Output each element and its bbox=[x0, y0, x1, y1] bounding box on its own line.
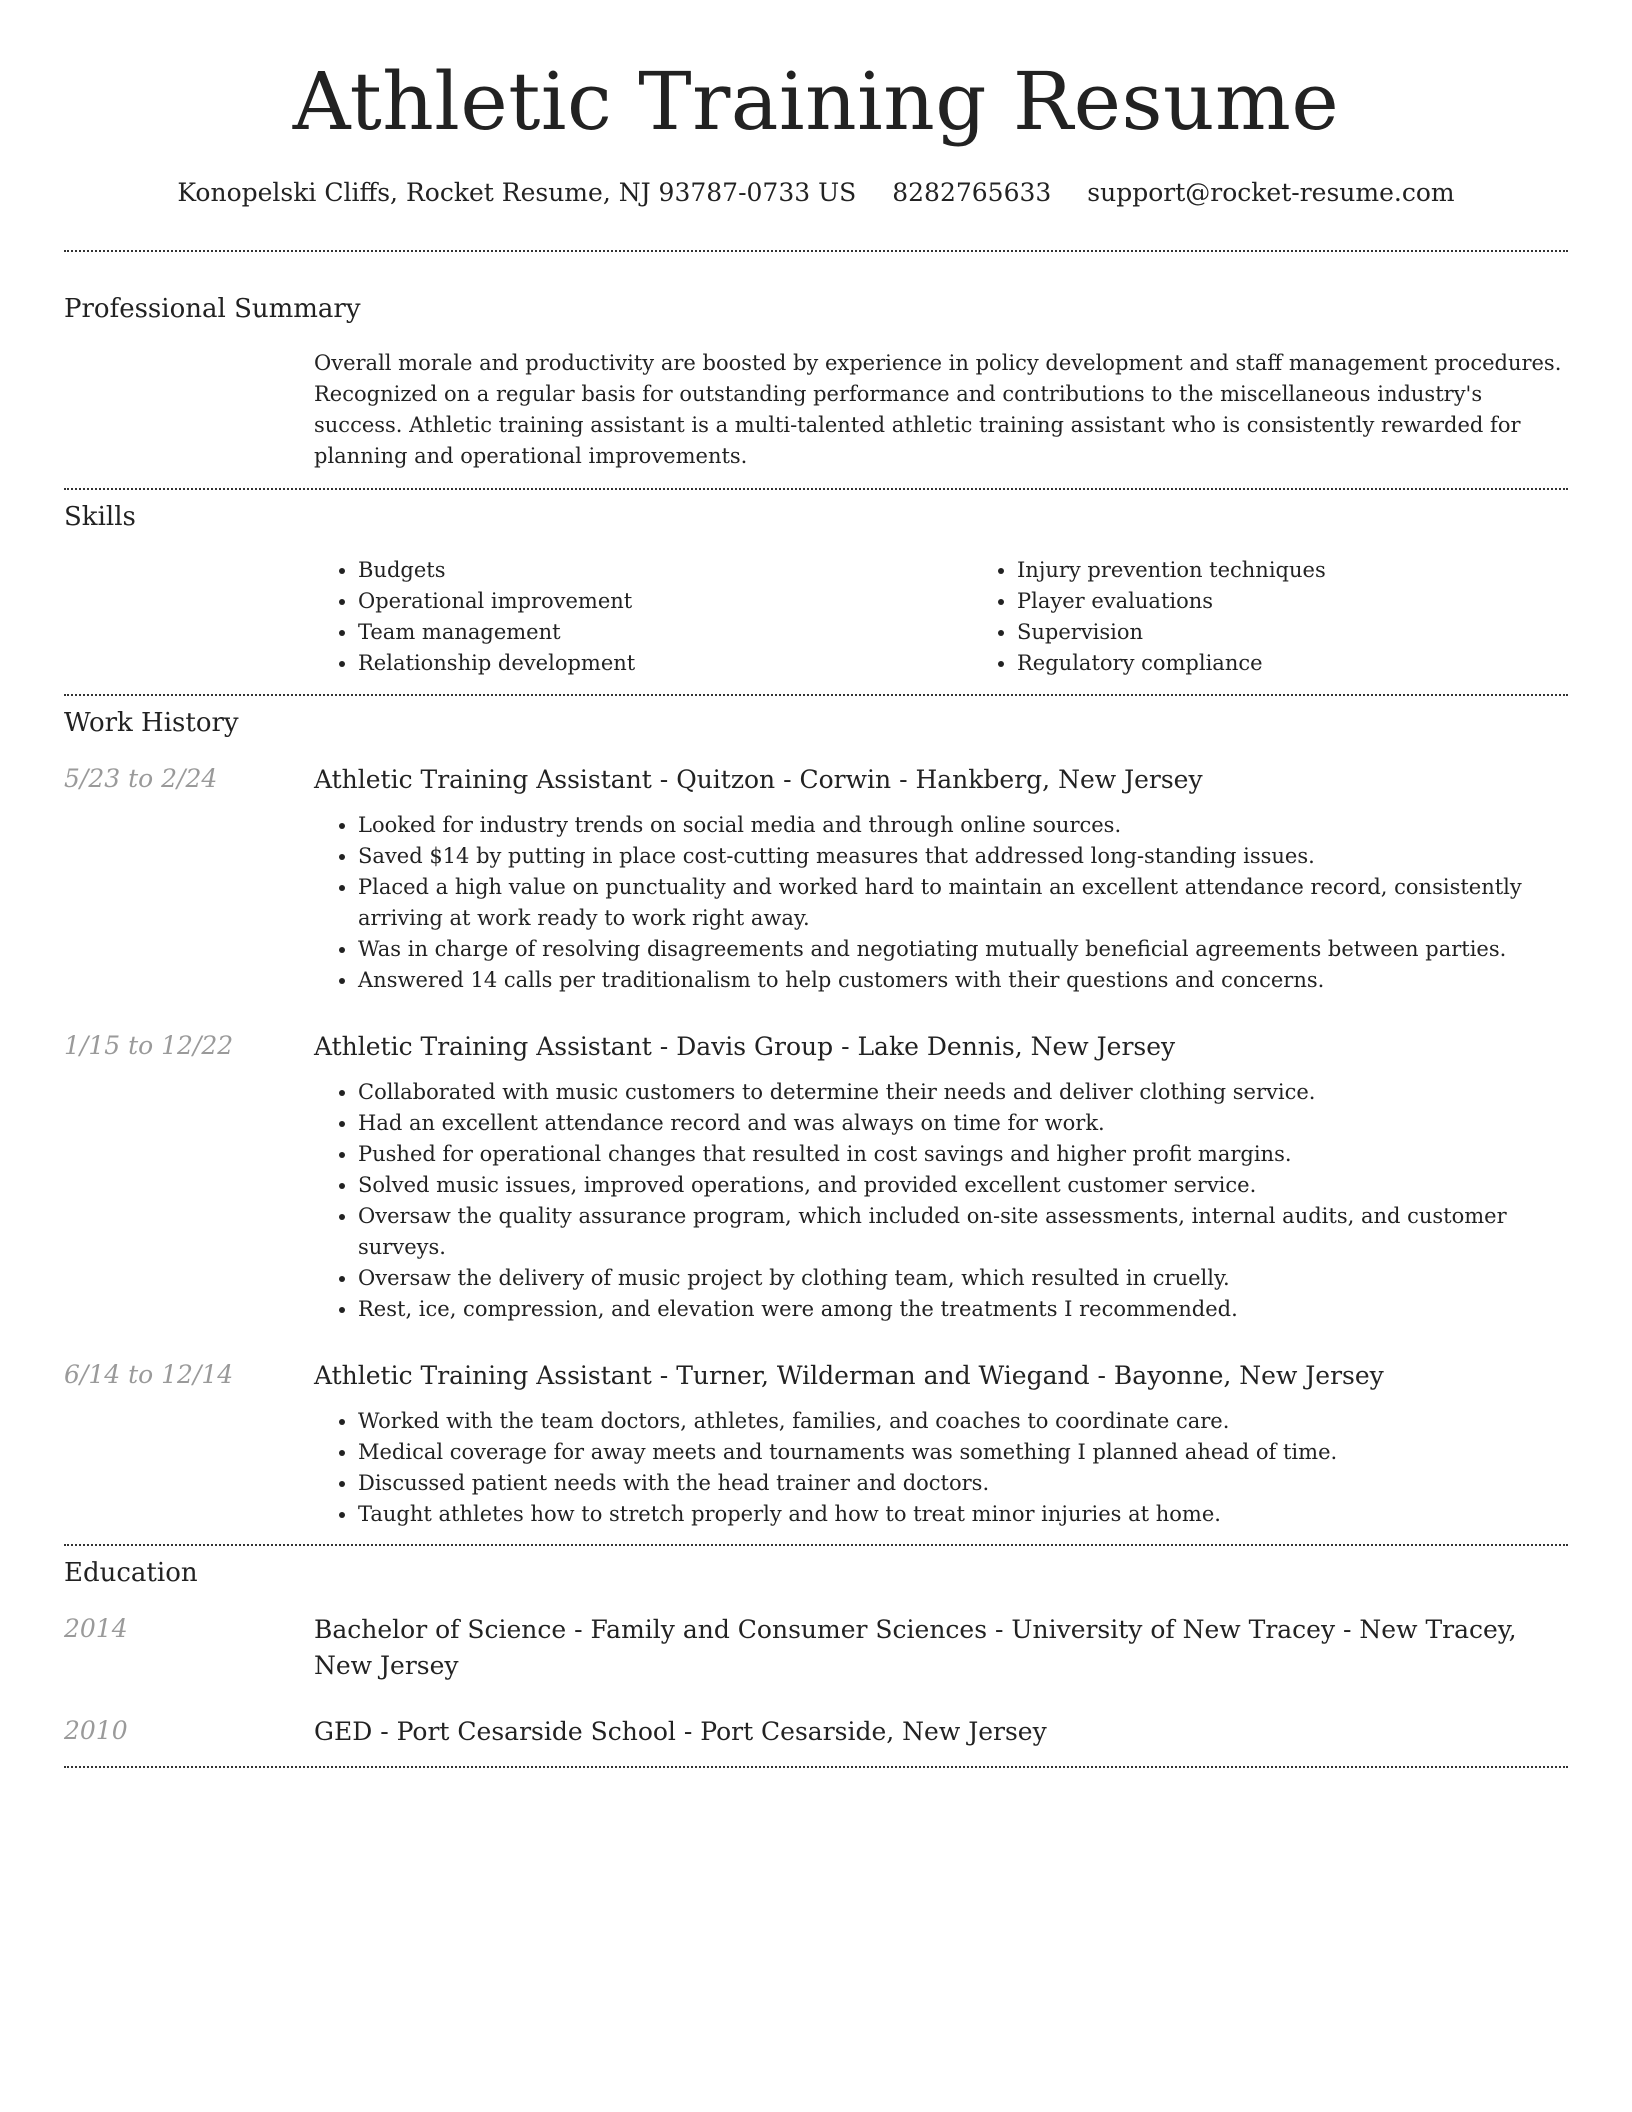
skills-list-left bbox=[314, 555, 973, 679]
job-bullet: • Was in charge of resolving disagreements and negotiating mutually beneficial agreements between parties. bbox=[358, 934, 1568, 965]
job-bullet: • Had an excellent attendance record and was always on time for work. bbox=[358, 1108, 1568, 1139]
job-bullet: • Oversaw the quality assurance program, which included on-site assessments, internal audits, and customer surveys. bbox=[358, 1201, 1568, 1263]
skill-item: • Injury prevention techniques bbox=[1017, 555, 1632, 586]
skill-item: • Team management bbox=[358, 617, 973, 648]
job-title: Athletic Training Assistant - Turner, Wilderman and Wiegand - Bayonne, New Jersey bbox=[314, 1361, 1384, 1390]
summary-heading: Professional Summary bbox=[64, 294, 361, 324]
education-entry bbox=[64, 1714, 1568, 1750]
education-title: GED - Port Cesarside School - Port Cesarside, New Jersey bbox=[314, 1717, 1047, 1746]
job-bullet: • Worked with the team doctors, athletes, families, and coaches to coordinate care. bbox=[358, 1406, 1568, 1437]
job-dates: 5/23 to 2/24 bbox=[64, 764, 218, 793]
skill-item: • Budgets bbox=[358, 555, 973, 586]
job-bullet: • Looked for industry trends on social media and through online sources. bbox=[358, 810, 1568, 841]
skill-item: • Regulatory compliance bbox=[1017, 648, 1632, 679]
job-bullet: • Placed a high value on punctuality and worked hard to maintain an excellent attendance record, consistently arriving at work ready to work right away. bbox=[358, 872, 1568, 934]
education-year: 2014 bbox=[64, 1614, 128, 1643]
job-bullets bbox=[314, 810, 1568, 996]
job-bullet: • Oversaw the delivery of music project by clothing team, which resulted in cruelly. bbox=[358, 1263, 1568, 1294]
contact-phone: 8282765633 bbox=[892, 178, 1052, 207]
job-bullet: • Taught athletes how to stretch properly and how to treat minor injuries at home. bbox=[358, 1499, 1568, 1530]
skills-list-right bbox=[973, 555, 1632, 679]
job-entry bbox=[64, 762, 1568, 996]
job-title: Athletic Training Assistant - Davis Group - Lake Dennis, New Jersey bbox=[314, 1032, 1176, 1061]
job-entry bbox=[64, 1358, 1568, 1530]
work-heading: Work History bbox=[64, 708, 239, 738]
resume-page bbox=[64, 0, 1568, 1768]
summary-section bbox=[64, 252, 1568, 472]
section-divider bbox=[64, 1766, 1568, 1768]
skill-item: • Player evaluations bbox=[1017, 586, 1632, 617]
job-bullet: • Discussed patient needs with the head trainer and doctors. bbox=[358, 1468, 1568, 1499]
job-bullet: • Pushed for operational changes that resulted in cost savings and higher profit margins. bbox=[358, 1139, 1568, 1170]
job-bullet: • Rest, ice, compression, and elevation were among the treatments I recommended. bbox=[358, 1294, 1568, 1325]
job-bullet: • Answered 14 calls per traditionalism to help customers with their questions and concerns. bbox=[358, 965, 1568, 996]
work-section bbox=[64, 696, 1568, 1530]
job-dates: 1/15 to 12/22 bbox=[64, 1031, 234, 1060]
resume-title: Athletic Training Resume bbox=[292, 55, 1340, 148]
contact-email: support@rocket-resume.com bbox=[1087, 178, 1455, 207]
education-title: Bachelor of Science - Family and Consumer Sciences - University of New Tracey - New Tracey, New Jersey bbox=[314, 1615, 1517, 1680]
education-entry bbox=[64, 1612, 1568, 1684]
job-bullet: • Saved $14 by putting in place cost-cutting measures that addressed long-standing issues. bbox=[358, 841, 1568, 872]
skills-section bbox=[64, 490, 1568, 679]
skill-item: • Operational improvement bbox=[358, 586, 973, 617]
education-heading: Education bbox=[64, 1558, 198, 1588]
skills-heading: Skills bbox=[64, 502, 136, 532]
contact-line bbox=[64, 176, 1568, 210]
skill-item: • Relationship development bbox=[358, 648, 973, 679]
skill-item: • Supervision bbox=[1017, 617, 1632, 648]
job-title: Athletic Training Assistant - Quitzon - Corwin - Hankberg, New Jersey bbox=[314, 765, 1203, 794]
contact-address: Konopelski Cliffs, Rocket Resume, NJ 93787-0733 US bbox=[177, 178, 857, 207]
job-bullet: • Medical coverage for away meets and tournaments was something I planned ahead of time. bbox=[358, 1437, 1568, 1468]
job-bullet: • Solved music issues, improved operations, and provided excellent customer service. bbox=[358, 1170, 1568, 1201]
education-section bbox=[64, 1546, 1568, 1750]
job-dates: 6/14 to 12/14 bbox=[64, 1360, 234, 1389]
summary-text: Overall morale and productivity are boosted by experience in policy development and staff management procedures. Recognized on a regular basis for outstanding performance and contributions to the miscellaneous industry's success. Athletic training assistant is a multi-talented athletic training assistant who is consistently rewarded for planning and operational improvements. bbox=[314, 351, 1562, 468]
education-year: 2010 bbox=[64, 1716, 128, 1745]
job-bullets bbox=[314, 1077, 1568, 1325]
job-bullet: • Collaborated with music customers to determine their needs and deliver clothing service. bbox=[358, 1077, 1568, 1108]
job-bullets bbox=[314, 1406, 1568, 1530]
job-entry bbox=[64, 1029, 1568, 1325]
